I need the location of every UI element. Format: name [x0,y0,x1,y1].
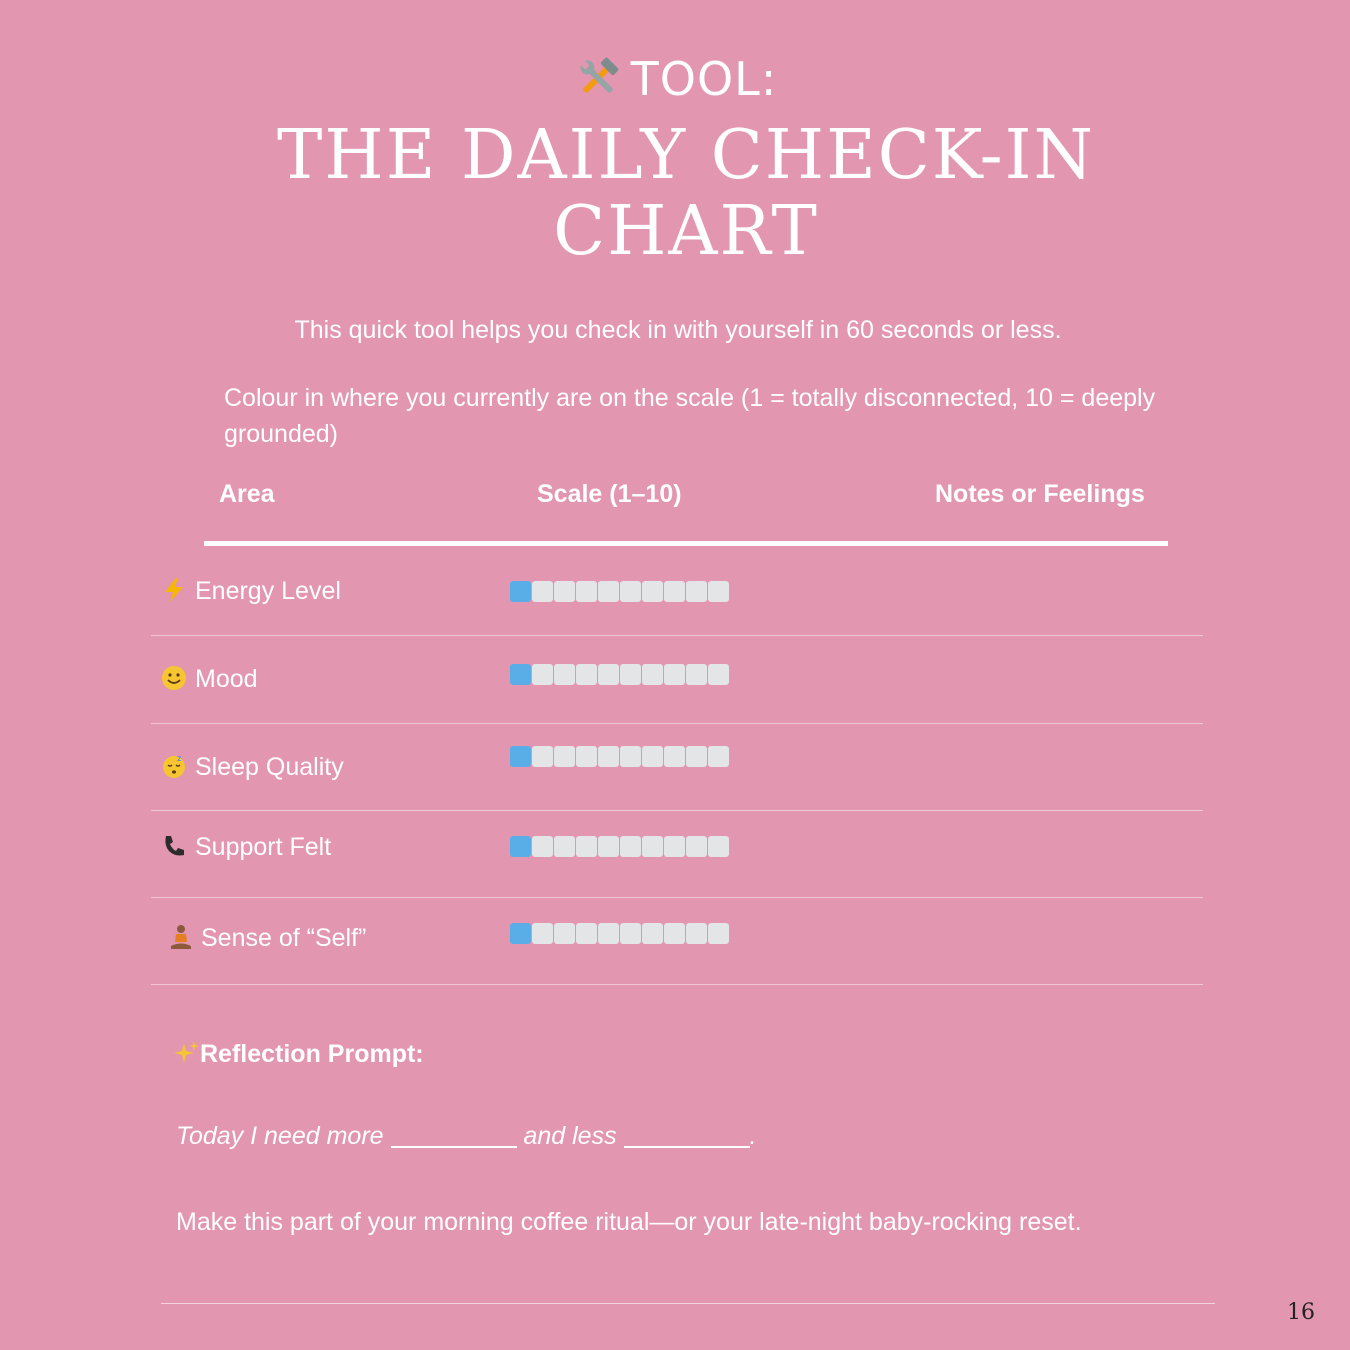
scale-cell-2[interactable] [532,923,553,944]
row-label: Sense of “Self” [169,924,366,953]
sleeping-face-icon [161,753,187,779]
scale-cell-7[interactable] [642,664,663,685]
column-header-notes: Notes or Feelings [935,480,1145,508]
scale-cell-4[interactable] [576,746,597,767]
page-title [0,118,1350,270]
scale-cell-2[interactable] [532,664,553,685]
table-row [151,896,1203,985]
scale-cell-1[interactable] [510,836,531,857]
lightning-icon [161,577,187,603]
scale-cell-1[interactable] [510,664,531,685]
column-header-scale: Scale (1–10) [537,480,682,508]
intro-text: This quick tool helps you check in with yourself in 60 seconds or less. [294,316,1062,344]
scale-cell-2[interactable] [532,581,553,602]
scale-cell-3[interactable] [554,581,575,602]
telephone-icon [161,833,187,859]
scale-cell-6[interactable] [620,836,641,857]
scale-cell-1[interactable] [510,923,531,944]
scale-cell-10[interactable] [708,581,729,602]
scale-bar[interactable] [510,746,729,767]
column-header-area: Area [219,480,275,508]
row-label: Mood [161,665,258,694]
fill-in-blank-more[interactable] [391,1122,517,1148]
table-row [151,635,1203,724]
scale-bar[interactable] [510,836,729,857]
scale-cell-9[interactable] [686,746,707,767]
scale-cell-4[interactable] [576,923,597,944]
scale-cell-10[interactable] [708,664,729,685]
scale-cell-7[interactable] [642,746,663,767]
scale-cell-10[interactable] [708,923,729,944]
scale-bar[interactable] [510,923,729,944]
scale-cell-8[interactable] [664,836,685,857]
scale-cell-1[interactable] [510,746,531,767]
scale-cell-5[interactable] [598,664,619,685]
scale-cell-8[interactable] [664,746,685,767]
scale-cell-3[interactable] [554,664,575,685]
scale-cell-4[interactable] [576,836,597,857]
row-label: z Sleep Quality [161,753,344,782]
scale-cell-5[interactable] [598,746,619,767]
scale-cell-4[interactable] [576,664,597,685]
scale-cell-8[interactable] [664,664,685,685]
scale-cell-8[interactable] [664,581,685,602]
scale-cell-7[interactable] [642,581,663,602]
title-line-2: CHART [553,192,819,271]
scale-bar[interactable] [510,581,729,602]
scale-cell-5[interactable] [598,923,619,944]
smiley-face-icon [161,665,187,691]
tool-label: TOOL: [630,52,778,106]
scale-cell-3[interactable] [554,923,575,944]
meditating-person-icon [169,924,193,950]
svg-text:z: z [177,754,182,763]
scale-cell-6[interactable] [620,664,641,685]
scale-cell-9[interactable] [686,664,707,685]
tool-heading [0,52,1350,106]
header-divider [204,541,1168,546]
scale-cell-2[interactable] [532,836,553,857]
scale-cell-8[interactable] [664,923,685,944]
scale-cell-1[interactable] [510,581,531,602]
reflection-title: Reflection Prompt: [174,1040,424,1069]
scale-cell-10[interactable] [708,836,729,857]
scale-cell-9[interactable] [686,923,707,944]
instructions-text: Colour in where you currently are on the scale (1 = totally disconnected, 10 = deeply grounded) [224,384,1156,448]
title-line-1: THE DAILY CHECK-IN [277,116,1095,195]
scale-cell-9[interactable] [686,581,707,602]
footer-divider [161,1303,1215,1304]
reflection-prompt: Today I need more and less . [176,1122,757,1150]
page-number: 16 [1287,1300,1315,1325]
scale-cell-10[interactable] [708,746,729,767]
scale-cell-4[interactable] [576,581,597,602]
scale-cell-6[interactable] [620,923,641,944]
table-row [151,547,1203,636]
sparkles-icon [174,1040,200,1066]
scale-cell-2[interactable] [532,746,553,767]
table-row [151,809,1203,898]
scale-cell-7[interactable] [642,923,663,944]
scale-cell-9[interactable] [686,836,707,857]
scale-cell-3[interactable] [554,746,575,767]
scale-cell-5[interactable] [598,836,619,857]
row-label: Energy Level [161,577,341,606]
row-label: Support Felt [161,833,331,862]
scale-cell-6[interactable] [620,581,641,602]
scale-cell-3[interactable] [554,836,575,857]
scale-cell-6[interactable] [620,746,641,767]
scale-cell-5[interactable] [598,581,619,602]
scale-cell-7[interactable] [642,836,663,857]
scale-bar[interactable] [510,664,729,685]
fill-in-blank-less[interactable] [624,1122,750,1148]
table-row [151,722,1203,811]
closing-text: Make this part of your morning coffee ritual—or your late-night baby-rocking reset. [176,1208,1082,1236]
hammer-and-wrench-icon [573,53,623,103]
